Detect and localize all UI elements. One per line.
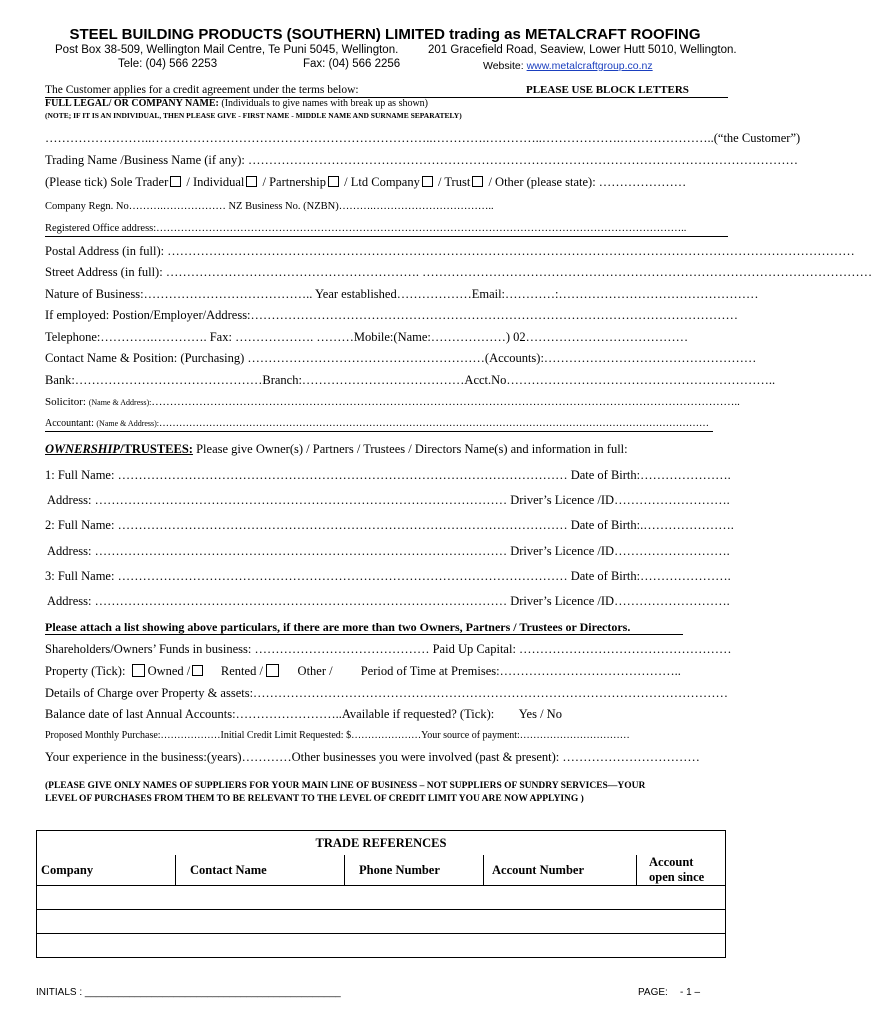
rented-label: Rented / (220, 664, 263, 678)
table-row (37, 934, 726, 958)
individual-label: / Individual (186, 175, 245, 189)
owner2-address-field[interactable]: Address: ……………………………………………………………………………………… Driver’s Licence /ID………………………. (47, 544, 730, 558)
street-address-field[interactable]: Street Address (in full): ……………………………………………………. ……………………………………………………………………………………………… (45, 265, 872, 279)
owned-checkbox[interactable] (132, 664, 145, 677)
trust-checkbox[interactable] (472, 176, 483, 187)
owner2-name-field[interactable]: 2: Full Name: ……………………………………………………………………………………………… Date of Birth:.…………………. (45, 518, 734, 532)
ownership-heading (45, 442, 628, 457)
nature-business-field[interactable]: Nature of Business:………………………………….. Year established………………Email:…………:………………………………………… (45, 287, 759, 301)
ownership-heading-text: Please give Owner(s) / Partners / Trustees / Directors Name(s) and information in full: (196, 442, 628, 456)
registered-office-field[interactable]: Registered Office address:…………………………………………………………………………………………………………………………………….. (45, 223, 687, 234)
block-letters-note: PLEASE USE BLOCK LETTERS (526, 84, 689, 96)
monthly-purchase-field[interactable]: Proposed Monthly Purchase:………………Initial Credit Limit Requested: $…………………Your source of payment:…………………………… (45, 730, 630, 741)
property-row (45, 664, 681, 679)
solicitor-note: (Name & Address): (88, 398, 152, 407)
trade-references-title: TRADE REFERENCES (37, 831, 726, 856)
street-address-header: 201 Gracefield Road, Seaview, Lower Hutt 5010, Wellington. (428, 44, 737, 56)
website-label: Website: (483, 60, 524, 72)
website-header (483, 60, 653, 72)
full-legal-label: FULL LEGAL/ OR COMPANY NAME: (45, 98, 219, 109)
accountant-label: Accountant: (45, 418, 94, 429)
sole-trader-label: (Please tick) Sole Trader (45, 175, 169, 189)
contact-name-field[interactable]: Contact Name & Position: (Purchasing) …………………………………………………(Accounts):…………………………………………… (45, 351, 757, 365)
col-account-open-since: Account open since (637, 855, 726, 886)
solicitor-field[interactable] (45, 396, 740, 408)
owner1-name-field[interactable]: 1: Full Name: ……………………………………………………………………………………………… Date of Birth:…………………. (45, 468, 731, 482)
postal-address-field[interactable]: Postal Address (in full): ………………………………………………………………………………………………………………………………………………… (45, 244, 855, 258)
ltd-company-label: / Ltd Company (344, 175, 420, 189)
applies-text: The Customer applies for a credit agreement under the terms below: (45, 84, 359, 96)
owner3-address-field[interactable]: Address: ……………………………………………………………………………………… Driver’s Licence /ID………………………. (47, 594, 730, 608)
owned-slash-box[interactable] (192, 665, 203, 676)
table-row (37, 886, 726, 910)
individual-checkbox[interactable] (246, 176, 257, 187)
owned-label: Owned / (147, 664, 191, 678)
suppliers-note-line1: (PLEASE GIVE ONLY NAMES OF SUPPLIERS FOR YOUR MAIN LINE OF BUSINESS – NOT SUPPLIERS OF SUNDRY SERVICES—YOUR (45, 781, 646, 791)
fax-header: Fax: (04) 566 2256 (303, 58, 401, 70)
col-company: Company (37, 855, 176, 886)
trading-name-field[interactable]: Trading Name /Business Name (if any): …………………………………………………………………………………………………………………… (45, 153, 798, 167)
reference-row-1[interactable] (37, 886, 726, 910)
shareholders-funds-field[interactable]: Shareholders/Owners’ Funds in business: …………………………………… Paid Up Capital: …………………………………………… (45, 642, 732, 656)
suppliers-note-line2: LEVEL OF PURCHASES FROM THEM TO BE RELEVANT TO THE LEVEL OF CREDIT LIMIT YOU ARE NOW APPLYING ) (45, 794, 584, 804)
ltd-company-checkbox[interactable] (422, 176, 433, 187)
company-regn-field[interactable]: Company Regn. No……….……………… NZ Business No. (NZBN)……….…………………………….. (45, 201, 494, 212)
divider-attach (45, 634, 683, 635)
premises-period-field[interactable]: Period of Time at Premises:…………………………………….. (360, 664, 681, 678)
website-link[interactable]: www.metalcraftgroup.co.nz (526, 60, 653, 72)
other-label: Other / (297, 664, 333, 678)
partnership-label: / Partnership (262, 175, 327, 189)
owner1-address-field[interactable]: Address: ……………………………………………………………………………………… Driver’s Licence /ID………………………. (47, 493, 730, 507)
property-tick-label: Property (Tick): (45, 664, 126, 678)
reference-row-3[interactable] (37, 934, 726, 958)
divider-accountant (45, 431, 713, 432)
entity-type-row (45, 175, 686, 190)
bank-field[interactable]: Bank:………………………………………Branch:…………………………………Acct.No……………………………………………………….. (45, 373, 776, 387)
experience-field[interactable]: Your experience in the business:(years)…………Other businesses you were involved (past & present): …………………………… (45, 750, 700, 764)
customer-name-field[interactable]: ……………………..…………………………………………………………..………….…………..……………….…………………..(“the Customer”) (45, 131, 801, 145)
telephone-header: Tele: (04) 566 2253 (118, 58, 218, 70)
col-contact-name: Contact Name (176, 855, 345, 886)
owner3-name-field[interactable]: 3: Full Name: ……………………………………………………………………………………………… Date of Birth:…………………. (45, 569, 731, 583)
individual-note: (NOTE; IF IT IS AN INDIVIDUAL, THEN PLEASE GIVE - FIRST NAME - MIDDLE NAME AND SURNAME SEPARATELY) (45, 111, 462, 120)
col-account-number: Account Number (484, 855, 637, 886)
trade-references-table (36, 830, 726, 958)
ownership-heading-italic: OWNERSHIP (45, 442, 121, 456)
ownership-heading-trustees: /TRUSTEES: (120, 442, 193, 456)
attach-list-note: Please attach a list showing above particulars, if there are more than two Owners, Partners / Trustees or Directors. (45, 620, 631, 634)
accountant-note: (Name & Address): (96, 419, 160, 428)
rented-checkbox[interactable] (266, 664, 279, 677)
full-legal-line (45, 98, 428, 109)
postal-address-header: Post Box 38-509, Wellington Mail Centre, Te Puni 5045, Wellington. (55, 44, 399, 56)
details-charge-field[interactable]: Details of Charge over Property & assets:…………………………………………………………………………………………………… (45, 686, 729, 700)
divider-registered (45, 236, 728, 237)
full-legal-note: (Individuals to give names with break up as shown) (221, 98, 429, 109)
company-title: STEEL BUILDING PRODUCTS (SOUTHERN) LIMITED trading as METALCRAFT ROOFING (69, 26, 701, 43)
col-phone-number: Phone Number (345, 855, 484, 886)
initials-field[interactable]: INITIALS : ______________________________________________ (36, 987, 341, 998)
page-label: PAGE: (638, 987, 668, 998)
telephone-field[interactable]: Telephone:………….…………. Fax: ………………. ………Mobile:(Name:………………) 02………………………………… (45, 330, 689, 344)
accountant-field[interactable] (45, 418, 709, 429)
solicitor-dots: …………………………………………………………………………………………………………………………………………….. (151, 396, 740, 408)
partnership-checkbox[interactable] (328, 176, 339, 187)
yes-no-options[interactable]: Yes / No (518, 707, 562, 721)
trust-label: / Trust (437, 175, 471, 189)
balance-date-row (45, 707, 562, 722)
balance-date-field[interactable]: Balance date of last Annual Accounts:……………………..Available if requested? (Tick): (45, 707, 495, 721)
table-row (37, 910, 726, 934)
sole-trader-checkbox[interactable] (170, 176, 181, 187)
other-state-field[interactable]: / Other (please state): ………………… (488, 175, 687, 189)
solicitor-label: Solicitor: (45, 396, 86, 408)
accountant-dots: ………………………………………………………………………………………………………………………………………………… (159, 418, 710, 429)
reference-row-2[interactable] (37, 910, 726, 934)
employed-address-field[interactable]: If employed: Postion/Employer/Address:……………………………………………………………………………………………………… (45, 308, 739, 322)
page-number: - 1 – (680, 987, 701, 998)
